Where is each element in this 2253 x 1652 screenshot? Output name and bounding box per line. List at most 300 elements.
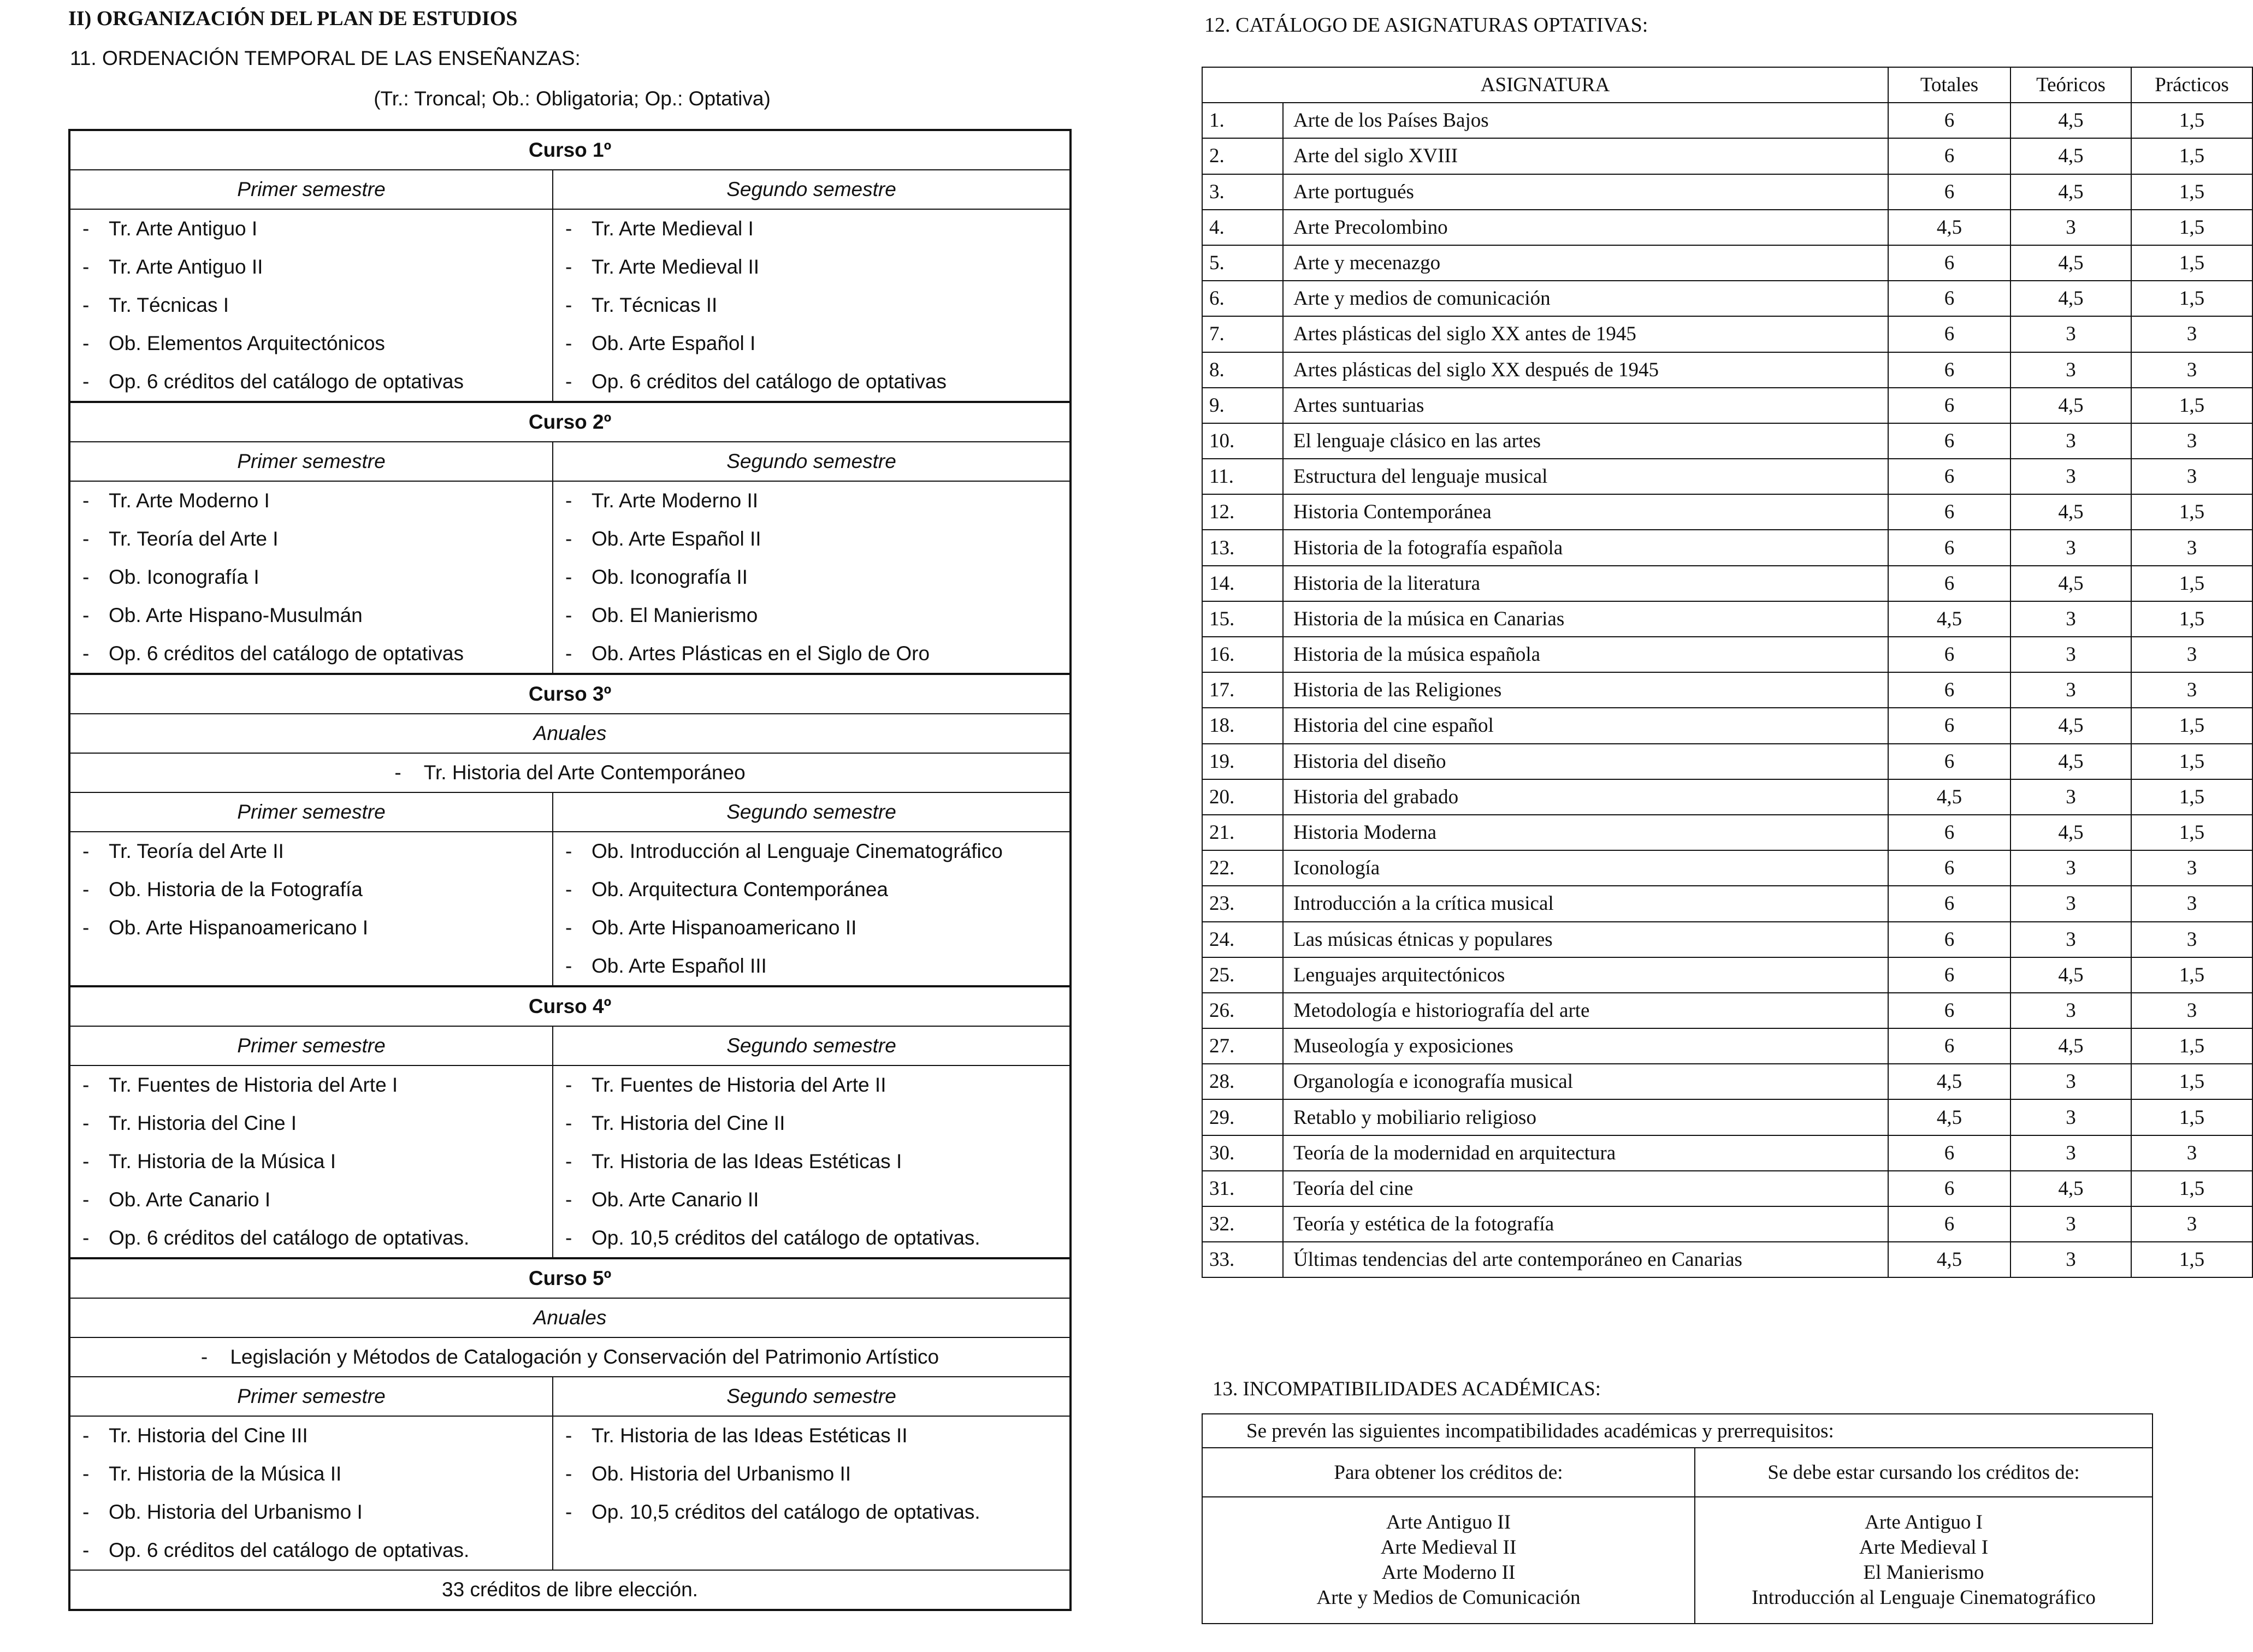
table-row: [1202, 103, 2252, 138]
subject-number: 5.: [1202, 245, 1283, 281]
subject-number: 18.: [1202, 708, 1283, 743]
catalog-header-row: [1202, 67, 2252, 103]
practice-credits: 3: [2131, 423, 2252, 459]
theory-credits: 3: [2010, 423, 2131, 459]
bullet-dash: -: [565, 1112, 572, 1134]
second-semester-subject: [553, 248, 1071, 286]
practice-credits: 3: [2131, 850, 2252, 886]
theory-credits: 3: [2010, 672, 2131, 708]
first-semester-subject: [69, 909, 553, 947]
total-credits: 6: [1888, 993, 2010, 1028]
theory-credits: 4,5: [2010, 815, 2131, 850]
bullet-dash: -: [82, 566, 90, 588]
subject-text: Op. 6 créditos del catálogo de optativas: [109, 370, 464, 393]
theory-credits: 4,5: [2010, 174, 2131, 210]
second-semester-subject: [553, 324, 1071, 363]
bullet-dash: -: [82, 332, 90, 354]
total-credits: 6: [1888, 281, 2010, 316]
practice-credits: 1,5: [2131, 744, 2252, 779]
first-semester-subject: [69, 248, 553, 286]
second-semester-subject: [553, 1531, 1071, 1570]
bullet-dash: -: [565, 1227, 572, 1249]
second-semester-subject: [553, 1065, 1071, 1104]
course-title: Curso 5º: [69, 1258, 1071, 1298]
subject-text: Ob. Arquitectura Contemporánea: [592, 878, 888, 901]
theory-credits: 3: [2010, 1135, 2131, 1171]
section-heading: II) ORGANIZACIÓN DEL PLAN DE ESTUDIOS: [68, 7, 518, 30]
theory-credits: 3: [2010, 1206, 2131, 1242]
annual-item-row: [69, 753, 1071, 792]
second-semester-subject: [553, 481, 1071, 520]
subject-text: Tr. Historia de las Ideas Estéticas II: [592, 1424, 908, 1447]
subject-text: Ob. Iconografía I: [109, 566, 259, 588]
first-semester-subject: [69, 1493, 553, 1531]
table-row: [1202, 1135, 2252, 1171]
subject-row: [69, 1219, 1071, 1258]
subject-text: Tr. Historia de la Música I: [109, 1150, 336, 1173]
practice-credits: 1,5: [2131, 1171, 2252, 1206]
catalog-heading: 12. CATÁLOGO DE ASIGNATURAS OPTATIVAS:: [1204, 14, 1648, 37]
subject-number: 15.: [1202, 601, 1283, 637]
subject-name: Museología y exposiciones: [1283, 1028, 1888, 1064]
subject-text: Op. 6 créditos del catálogo de optativas: [109, 642, 464, 665]
course-header-row: [69, 986, 1071, 1026]
subject-text: Tr. Técnicas II: [592, 294, 718, 316]
practice-credits: 1,5: [2131, 138, 2252, 174]
practice-credits: 1,5: [2131, 388, 2252, 423]
theory-credits: 4,5: [2010, 708, 2131, 743]
subject-text: Ob. Arte Hispanoamericano I: [109, 916, 369, 939]
table-row: [1202, 210, 2252, 245]
subject-name: Teoría y estética de la fotografía: [1283, 1206, 1888, 1242]
first-semester-subject: [69, 947, 553, 986]
practice-credits: 1,5: [2131, 601, 2252, 637]
theory-credits: 4,5: [2010, 566, 2131, 601]
theory-credits: 3: [2010, 601, 2131, 637]
semester-header-row: [69, 1026, 1071, 1065]
subject-row: [69, 947, 1071, 986]
col-must-be-taking: Se debe estar cursando los créditos de:: [1695, 1448, 2153, 1497]
subject-number: 27.: [1202, 1028, 1283, 1064]
theory-credits: 3: [2010, 922, 2131, 957]
subject-text: Tr. Arte Moderno II: [592, 489, 759, 512]
bullet-dash: -: [82, 1424, 90, 1447]
subject-row: [69, 209, 1071, 248]
second-semester-label: Segundo semestre: [553, 442, 1071, 481]
practice-credits: 1,5: [2131, 815, 2252, 850]
subject-name: Historia de la fotografía española: [1283, 530, 1888, 565]
table-row: [1202, 138, 2252, 174]
practice-credits: 1,5: [2131, 566, 2252, 601]
subject-row: [69, 286, 1071, 324]
incompatibilities-heading: 13. INCOMPATIBILIDADES ACADÉMICAS:: [1213, 1378, 1601, 1400]
course-title: Curso 3º: [69, 674, 1071, 714]
theory-credits: 4,5: [2010, 281, 2131, 316]
first-semester-label: Primer semestre: [69, 1026, 553, 1065]
subject-text: Ob. Iconografía II: [592, 566, 748, 588]
subject-name: Arte y medios de comunicación: [1283, 281, 1888, 316]
second-semester-label: Segundo semestre: [553, 1377, 1071, 1416]
annual-item-text: Legislación y Métodos de Catalogación y Conservación del Patrimonio Artístico: [230, 1346, 939, 1368]
bullet-dash: -: [565, 1074, 572, 1096]
subject-name: Historia de la literatura: [1283, 566, 1888, 601]
abbreviation-legend: (Tr.: Troncal; Ob.: Obligatoria; Op.: Optativa): [374, 87, 771, 110]
bullet-dash: -: [565, 217, 572, 240]
table-row: [1202, 459, 2252, 494]
table-row: [1202, 281, 2252, 316]
first-semester-subject: [69, 832, 553, 871]
second-semester-subject: [553, 596, 1071, 635]
table-row: [1202, 1099, 2252, 1135]
bullet-dash: -: [82, 1188, 90, 1211]
subject-name: Historia Contemporánea: [1283, 494, 1888, 530]
subject-name: Las músicas étnicas y populares: [1283, 922, 1888, 957]
subject-number: 7.: [1202, 316, 1283, 352]
subject-text: Ob. Arte Español II: [592, 528, 761, 550]
theory-credits: 3: [2010, 352, 2131, 388]
bullet-dash: -: [565, 840, 572, 862]
subject-number: 31.: [1202, 1171, 1283, 1206]
bullet-dash: -: [565, 294, 572, 316]
bullet-dash: -: [565, 878, 572, 901]
subject-name: Artes suntuarias: [1283, 388, 1888, 423]
subject-row: [69, 596, 1071, 635]
subject-number: 26.: [1202, 993, 1283, 1028]
total-credits: 6: [1888, 566, 2010, 601]
subject-row: [69, 909, 1071, 947]
practice-credits: 1,5: [2131, 174, 2252, 210]
table-row: [1202, 779, 2252, 815]
total-credits: 6: [1888, 459, 2010, 494]
subject-row: [69, 558, 1071, 596]
subject-number: 21.: [1202, 815, 1283, 850]
semester-header-row: [69, 442, 1071, 481]
subject-text: Tr. Arte Antiguo I: [109, 217, 258, 240]
annual-label-row: [69, 1298, 1071, 1337]
section-subheading: 11. ORDENACIÓN TEMPORAL DE LAS ENSEÑANZAS:: [70, 47, 581, 69]
first-semester-subject: [69, 1416, 553, 1455]
bullet-dash: -: [565, 1501, 572, 1523]
total-credits: 6: [1888, 850, 2010, 886]
subject-number: 19.: [1202, 744, 1283, 779]
practice-credits: 3: [2131, 922, 2252, 957]
subject-name: Lenguajes arquitectónicos: [1283, 957, 1888, 993]
subject-row: [69, 248, 1071, 286]
second-semester-subject: [553, 947, 1071, 986]
subject-number: 20.: [1202, 779, 1283, 815]
list-item: Arte Medieval II: [1380, 1536, 1517, 1559]
annual-item-text: Tr. Historia del Arte Contemporáneo: [423, 761, 746, 784]
bullet-dash: -: [82, 1501, 90, 1523]
study-plan-table: [68, 129, 1072, 1611]
table-row: [1202, 316, 2252, 352]
first-semester-subject: [69, 324, 553, 363]
practice-credits: 1,5: [2131, 1028, 2252, 1064]
practice-credits: 3: [2131, 352, 2252, 388]
practice-credits: 3: [2131, 993, 2252, 1028]
subject-row: [69, 832, 1071, 871]
first-semester-subject: [69, 596, 553, 635]
theory-credits: 4,5: [2010, 245, 2131, 281]
practice-credits: 3: [2131, 1206, 2252, 1242]
first-semester-subject: [69, 209, 553, 248]
bullet-dash: -: [82, 1112, 90, 1134]
subject-number: 29.: [1202, 1099, 1283, 1135]
subject-text: Tr. Historia de la Música II: [109, 1462, 342, 1485]
subject-text: Ob. Arte Canario I: [109, 1188, 271, 1211]
list-item: Introducción al Lenguaje Cinematográfico: [1752, 1586, 2096, 1609]
practice-credits: 1,5: [2131, 494, 2252, 530]
theory-credits: 3: [2010, 637, 2131, 672]
subject-row: [69, 1493, 1071, 1531]
course-title: Curso 2º: [69, 402, 1071, 442]
first-semester-subject: [69, 635, 553, 674]
subject-name: Retablo y mobiliario religioso: [1283, 1099, 1888, 1135]
total-credits: 6: [1888, 1028, 2010, 1064]
bullet-dash: -: [565, 489, 572, 512]
second-semester-subject: [553, 286, 1071, 324]
subject-text: Ob. Arte Hispanoamericano II: [592, 916, 857, 939]
subject-name: Arte portugués: [1283, 174, 1888, 210]
first-semester-label: Primer semestre: [69, 442, 553, 481]
subject-text: Ob. Elementos Arquitectónicos: [109, 332, 385, 354]
total-credits: 4,5: [1888, 1064, 2010, 1099]
subject-text: Ob. Historia de la Fotografía: [109, 878, 363, 901]
bullet-dash: -: [565, 528, 572, 550]
subject-text: Ob. Introducción al Lenguaje Cinematográfico: [592, 840, 1003, 862]
subject-number: 4.: [1202, 210, 1283, 245]
table-row: [1202, 957, 2252, 993]
total-credits: 6: [1888, 174, 2010, 210]
subject-text: Ob. Historia del Urbanismo I: [109, 1501, 363, 1523]
second-semester-subject: [553, 909, 1071, 947]
subject-text: Op. 6 créditos del catálogo de optativas.: [109, 1539, 470, 1561]
annual-label: Anuales: [69, 714, 1071, 753]
practice-credits: 1,5: [2131, 1099, 2252, 1135]
bullet-dash: -: [394, 761, 401, 784]
list-item: Arte y Medios de Comunicación: [1316, 1586, 1581, 1609]
subject-text: Ob. Artes Plásticas en el Siglo de Oro: [592, 642, 930, 665]
subject-number: 6.: [1202, 281, 1283, 316]
bullet-dash: -: [565, 604, 572, 626]
list-item: Arte Antiguo I: [1865, 1511, 1983, 1533]
first-semester-subject: [69, 1181, 553, 1219]
subject-row: [69, 1181, 1071, 1219]
subject-text: Ob. Arte Hispano-Musulmán: [109, 604, 363, 626]
first-semester-subject: [69, 1104, 553, 1142]
second-semester-subject: [553, 1416, 1071, 1455]
theory-credits: 4,5: [2010, 103, 2131, 138]
subject-row: [69, 324, 1071, 363]
subject-text: Ob. El Manierismo: [592, 604, 758, 626]
bullet-dash: -: [565, 955, 572, 977]
second-semester-subject: [553, 363, 1071, 402]
bullet-dash: -: [200, 1346, 208, 1368]
theory-credits: 4,5: [2010, 388, 2131, 423]
subject-text: Tr. Arte Antiguo II: [109, 256, 263, 278]
total-credits: 6: [1888, 1135, 2010, 1171]
subject-text: Ob. Arte Español I: [592, 332, 756, 354]
table-row: [1202, 922, 2252, 957]
total-credits: 6: [1888, 316, 2010, 352]
practice-credits: 1,5: [2131, 1242, 2252, 1277]
table-row: [1202, 245, 2252, 281]
bullet-dash: -: [565, 1150, 572, 1173]
total-credits: 6: [1888, 494, 2010, 530]
bullet-dash: -: [82, 294, 90, 316]
subject-name: Historia del cine español: [1283, 708, 1888, 743]
bullet-dash: -: [82, 489, 90, 512]
theory-credits: 3: [2010, 1064, 2131, 1099]
total-credits: 4,5: [1888, 210, 2010, 245]
total-credits: 6: [1888, 637, 2010, 672]
annual-item: [69, 753, 1071, 792]
table-row: [1202, 530, 2252, 565]
semester-header-row: [69, 1377, 1071, 1416]
subject-number: 32.: [1202, 1206, 1283, 1242]
theory-credits: 4,5: [2010, 494, 2131, 530]
header-theory: Teóricos: [2010, 67, 2131, 103]
table-row: [1202, 1171, 2252, 1206]
must-be-taking-list: [1695, 1497, 2153, 1624]
total-credits: 6: [1888, 922, 2010, 957]
subject-text: Tr. Fuentes de Historia del Arte II: [592, 1074, 886, 1096]
course-header-row: [69, 402, 1071, 442]
practice-credits: 1,5: [2131, 245, 2252, 281]
course-header-row: [69, 1258, 1071, 1298]
first-semester-subject: [69, 481, 553, 520]
subject-row: [69, 520, 1071, 558]
first-semester-subject: [69, 558, 553, 596]
subject-number: 1.: [1202, 103, 1283, 138]
total-credits: 6: [1888, 1206, 2010, 1242]
subject-name: Artes plásticas del siglo XX antes de 1945: [1283, 316, 1888, 352]
table-row: [1202, 1028, 2252, 1064]
subject-text: Tr. Historia del Cine II: [592, 1112, 785, 1134]
subject-row: [69, 1531, 1071, 1570]
subject-number: 14.: [1202, 566, 1283, 601]
subject-name: Arte y mecenazgo: [1283, 245, 1888, 281]
bullet-dash: -: [82, 1150, 90, 1173]
header-total: Totales: [1888, 67, 2010, 103]
total-credits: 4,5: [1888, 1242, 2010, 1277]
bullet-dash: -: [82, 256, 90, 278]
subject-number: 2.: [1202, 138, 1283, 174]
subject-text: Tr. Técnicas I: [109, 294, 229, 316]
subject-text: Op. 6 créditos del catálogo de optativas: [592, 370, 947, 393]
first-semester-subject: [69, 871, 553, 909]
subject-row: [69, 481, 1071, 520]
subject-name: Artes plásticas del siglo XX después de 1945: [1283, 352, 1888, 388]
annual-label-row: [69, 714, 1071, 753]
table-row: [1202, 388, 2252, 423]
bullet-dash: -: [82, 916, 90, 939]
subject-name: Historia Moderna: [1283, 815, 1888, 850]
first-semester-subject: [69, 1142, 553, 1181]
bullet-dash: -: [565, 642, 572, 665]
practice-credits: 1,5: [2131, 957, 2252, 993]
list-item: Arte Medieval I: [1859, 1536, 1989, 1559]
bullet-dash: -: [82, 1227, 90, 1249]
bullet-dash: -: [82, 370, 90, 393]
total-credits: 6: [1888, 423, 2010, 459]
subject-number: 24.: [1202, 922, 1283, 957]
second-semester-subject: [553, 1181, 1071, 1219]
bullet-dash: -: [82, 528, 90, 550]
subject-name: Introducción a la crítica musical: [1283, 886, 1888, 921]
subject-text: Tr. Arte Medieval I: [592, 217, 754, 240]
incompatibilities-intro: Se prevén las siguientes incompatibilidades académicas y prerrequisitos:: [1202, 1414, 2153, 1448]
subject-text: Op. 10,5 créditos del catálogo de optativas.: [592, 1501, 980, 1523]
practice-credits: 1,5: [2131, 779, 2252, 815]
second-semester-subject: [553, 1142, 1071, 1181]
first-semester-subject: [69, 286, 553, 324]
second-semester-subject: [553, 1493, 1071, 1531]
table-row: [1202, 672, 2252, 708]
free-credits-row: [69, 1570, 1071, 1610]
table-row: [1202, 494, 2252, 530]
practice-credits: 3: [2131, 316, 2252, 352]
subject-text: Tr. Historia de las Ideas Estéticas I: [592, 1150, 902, 1173]
second-semester-subject: [553, 871, 1071, 909]
subject-number: 13.: [1202, 530, 1283, 565]
bullet-dash: -: [565, 566, 572, 588]
first-semester-subject: [69, 520, 553, 558]
annual-item-row: [69, 1337, 1071, 1377]
total-credits: 6: [1888, 245, 2010, 281]
free-credits: 33 créditos de libre elección.: [69, 1570, 1071, 1610]
subject-row: [69, 363, 1071, 402]
practice-credits: 3: [2131, 637, 2252, 672]
theory-credits: 3: [2010, 210, 2131, 245]
second-semester-subject: [553, 1104, 1071, 1142]
first-semester-subject: [69, 363, 553, 402]
total-credits: 6: [1888, 957, 2010, 993]
course-header-row: [69, 674, 1071, 714]
bullet-dash: -: [82, 840, 90, 862]
subject-number: 23.: [1202, 886, 1283, 921]
table-row: [1202, 886, 2252, 921]
annual-label: Anuales: [69, 1298, 1071, 1337]
first-semester-subject: [69, 1455, 553, 1493]
subject-number: 8.: [1202, 352, 1283, 388]
bullet-dash: -: [565, 1424, 572, 1447]
subject-text: Ob. Arte Español III: [592, 955, 767, 977]
theory-credits: 3: [2010, 993, 2131, 1028]
first-semester-subject: [69, 1219, 553, 1258]
theory-credits: 3: [2010, 316, 2131, 352]
bullet-dash: -: [82, 604, 90, 626]
total-credits: 6: [1888, 388, 2010, 423]
theory-credits: 3: [2010, 779, 2131, 815]
subject-number: 16.: [1202, 637, 1283, 672]
to-obtain-list: [1202, 1497, 1695, 1624]
bullet-dash: -: [565, 1188, 572, 1211]
table-row: [1202, 708, 2252, 743]
subject-row: [69, 1416, 1071, 1455]
subject-name: Iconología: [1283, 850, 1888, 886]
subject-number: 10.: [1202, 423, 1283, 459]
subject-name: Últimas tendencias del arte contemporáneo en Canarias: [1283, 1242, 1888, 1277]
bullet-dash: -: [565, 370, 572, 393]
second-semester-subject: [553, 1219, 1071, 1258]
subject-name: Teoría de la modernidad en arquitectura: [1283, 1135, 1888, 1171]
table-row: [1202, 993, 2252, 1028]
second-semester-subject: [553, 1455, 1071, 1493]
subject-row: [69, 1142, 1071, 1181]
table-row: [1202, 566, 2252, 601]
subject-number: 25.: [1202, 957, 1283, 993]
